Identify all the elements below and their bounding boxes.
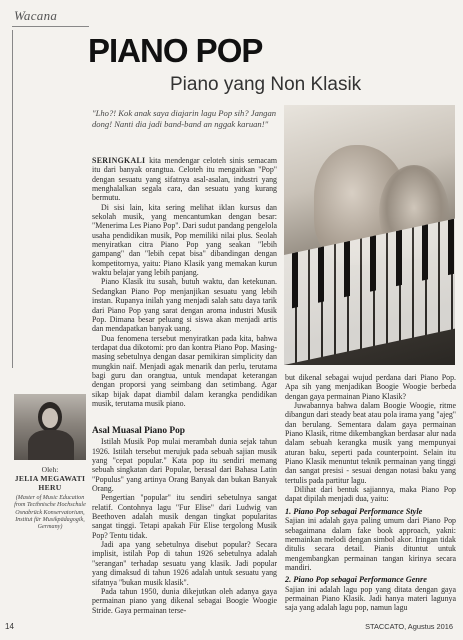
article-title: PIANO POP [88,32,263,69]
author-photo [14,394,86,460]
author-name-line1: JELIA MEGAWATI [14,474,86,483]
paragraph: Di sisi lain, kita sering melihat iklan kursus dan sekolah musik, yang mencantumkan dengan besar: "Menerima Les Piano Pop". Dari sudut pandang pengelola usaha pendidikan musik, Pop memiliki nilai plus. Seolah menyiratkan citra Piano Pop yang seakan "lebih gampang" dan "lebih cepat bisa" dibandingan dengan kompetitornya, yaitu: Piano Klasik yang memakan kurun waktu belajar yang lebih panjang. [92,202,277,278]
lead-quote: "Lho?! Kok anak saya diajarin lagu Pop sih? Jangan dong! Nanti dia jadi band-band an nggak karuan!" [92,108,277,129]
column-1-bottom [92,425,277,615]
paragraph: Dilihat dari bentuk sajiannya, maka Piano Pop dapat dipilah menjadi dua, yaitu: [285,485,456,504]
column-2 [285,373,456,613]
paragraph: Juwabannya bahwa dalam Boogie Woogie, ritme dibangun dari steady beat atau pola irama yang "ajeg" dan berulang. Sementara dalam gaya permainan Piano Klasik, ritme dikembangkan berdasar alur nada dalam sebuah kerangka musik yang mempunyai aturan baku, seperti pada counterpoint. Selain itu Piano Klasik menuntut teknik permainan yang tinggi dan sangat presisi - sesuai dengan notasi baku yang tertulis pada partitur lagu. [285,401,456,485]
section-label: Wacana [14,8,58,23]
author-credentials: (Master of Music Education from Tecthnische Hochschule Osnabrück Konservatorium, Institut für Musikpädagogik, Germany) [14,495,86,531]
subheading-performance-style: 1. Piano Pop sebagai Performance Style [285,506,423,516]
paragraph: Dua fenomena tersebut menyiratkan pada kita, bahwa terdapat dua dikotomi: pro dan kontra Piano Pop. Masing-masing sebetulnya dengan dasar pemikiran simplicity dan mungkin naif. Menjadi agak menarik dan perlu, terutama bagi guru dan orangtua, untuk mendapat keterangan dengan proporsi yang seimbang dan setimbang. Agar sikap bijak dapat diambil dalam kerangka pendidikan musik, terutama musik piano. [92,333,277,408]
page-number: 14 [5,622,14,631]
paragraph: Sajian ini adalah lagu pop yang ditata dengan gaya permainan Piano Klasik. Jadi hanya materi lagunya saja yang adalah lagu pop, namun lagu [285,584,456,613]
subheading-asal-muasal: Asal Muasal Piano Pop [92,426,185,436]
paragraph: Piano Klasik itu susah, butuh waktu, dan ketekunan. Sedangkan Piano Pop menjanjikan sesuatu yang lebih instan. Rupanya inilah yang menjadi salah satu daya tarik dari Piano Pop yang sarat dengan aroma industri Musik Pop. Dimana besar peluang si siswa akan menjadi artis dan mendapatkan banyak uang. [92,277,277,334]
side-rule [12,30,13,368]
column-1-top [92,156,277,408]
author-body [28,430,74,460]
paragraph: Pada tahun 1950, dunia dikejutkan oleh adanya gaya permainan piano yang dikenal sebagai Boogie Woogie Stride. Gaya permainan terse- [92,586,277,615]
author-byline [14,465,86,531]
issue-footer: STACCATO, Agustus 2016 [365,622,453,631]
subheading-performance-genre: 2. Piano Pop sebagai Performance Genre [285,575,427,585]
intro-drop-word: SERINGKALI [92,156,146,165]
byline-prefix: Oleh: [41,465,59,474]
author-face [42,408,58,428]
paragraph: Sajian ini adalah gaya paling umum dari Piano Pop sebagaimana dalam fake book approach, yakni: memainkan melodi dengan simbol akor. Iringan tidak ditulis secara detail. Pianis dituntut untuk mengembangkan permainan tangan kirinya secara mandiri. [285,516,456,572]
author-name-line2: HERU [38,483,62,492]
paragraph-intro [92,156,277,203]
article-subtitle: Piano yang Non Klasik [170,74,362,95]
paragraph: Istilah Musik Pop mulai merambah dunia sejak tahun 1926. Istilah tersebut merujuk pada sebuah sajian musik yang "cepat popular." Kata pop itu sendiri memang sebuah singkatan dari Popular, berasal dari Bahasa Latin "Populus" yang artinya Orang Banyak dan bukan Banyak Orang. [92,437,277,494]
paragraph: Jadi apa yang sebetulnya disebut popular? Secara implisit, istilah Pop di tahun 1926 sebetulnya adalah "serangan" terhadap sesuatu yang klasik. Jadi popular yang dimaksud di tahun 1926 adalah untuk sesuatu yang sifatnya "bukan musik klasik". [92,540,277,587]
header-rule [12,26,89,27]
intro-text: kita mendengar celoteh sinis semacam itu dari banyak orangtua. Celoteh itu mengaitkan "Pop" dengan sesuatu yang sifatnya asal-asalan, industri yang menghalalkan segala cara, dan sesuatu yang kurang bermutu. [92,156,277,203]
paragraph: but dikenal sebagai wujud perdana dari Piano Pop. Apa sih yang menjadikan Boogie Woogie berbeda dengan gaya permainan Piano Klasik? [285,373,456,401]
piano-photo [284,105,455,365]
paragraph: Pengertian "popular" itu sendiri sebetulnya sangat relatif. Contohnya lagu "Fur Elise" dari Ludwig van Beethoven adalah musik dengan tingkat popularitas sangat tinggi. Tetapi apakah Für Elise tergolong Musik Pop? Tentu tidak. [92,493,277,540]
